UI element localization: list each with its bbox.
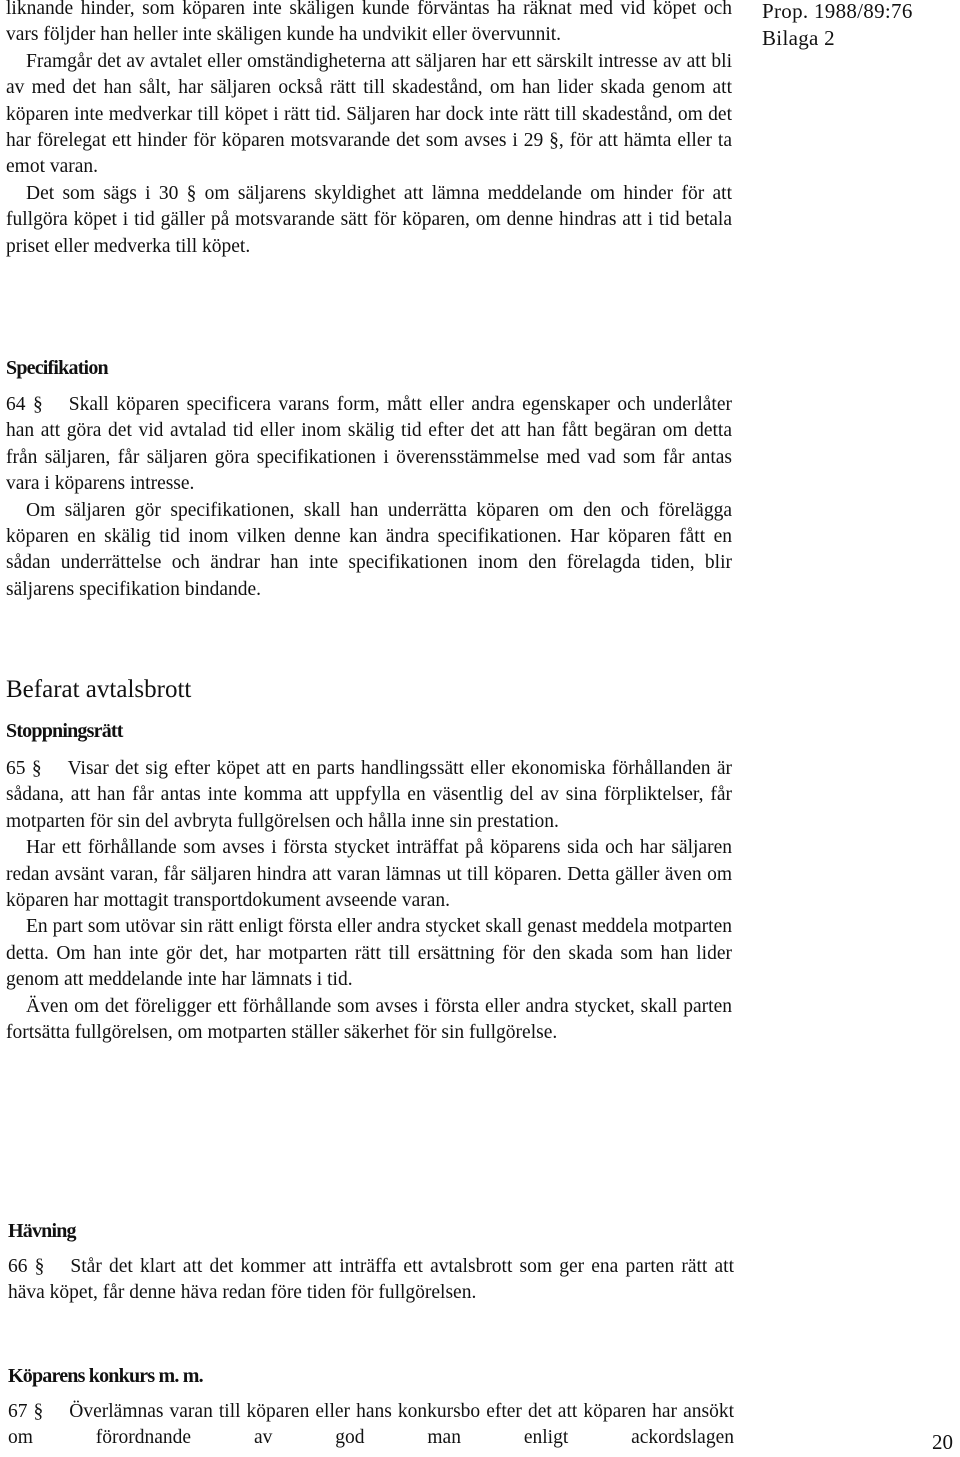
paragraph-text: Står det klart att det kommer att inträffa ett avtalsbrott som ger ena parten rätt att häva köpet, får denne häva redan före tiden för fullgörelsen. — [8, 1256, 734, 1304]
top-text-block — [6, 0, 732, 260]
section-havning — [8, 1220, 734, 1307]
paragraph-text: Visar det sig efter köpet att en parts handlingssätt eller ekonomiska förhållanden är sådana, att han får antas inte komma att uppfylla en väsentlig del av sina förpliktelser, får motparten för sin del avbryta fullgörelsen och hålla inne sin prestation. — [6, 758, 733, 832]
paragraph — [8, 1399, 734, 1452]
paragraph: liknande hinder, som köparen inte skäligen kunde förväntas ha räknat med vid köpet och vars följder han heller inte skäligen kunde ha undvikit eller övervunnit. — [6, 0, 732, 46]
paragraph: Om säljaren gör specifikationen, skall han underrätta köparen om den och förelägga köparen en skälig tid inom vilken denne kan ändra specifikationen. Har köparen fått en sådan underrättelse och ändrar han inte specifikationen inom den förelagda tiden, blir säljarens specifikation bindande. — [6, 499, 732, 600]
section-heading: Specifikation — [6, 357, 108, 379]
appendix-label: Bilaga 2 — [762, 26, 835, 50]
section-number: 66 § — [8, 1256, 45, 1277]
section-number: 67 § — [8, 1401, 44, 1422]
paragraph: Framgår det av avtalet eller omständigheterna att säljaren har ett särskilt intresse av att bli av med det han sålt, har säljaren också rätt till skadestånd, om han lider skada genom att köparen inte medverkar till köpet i rätt tid. Säljaren har dock inte rätt till skadestånd, om det har förelegat ett hinder för köparen motsvarande det som avses i 29 §, för att hämta eller ta emot varan. — [6, 50, 732, 178]
paragraph — [6, 392, 732, 498]
section-number: 64 § — [6, 394, 43, 415]
running-head — [762, 0, 913, 52]
paragraph: Även om det föreligger ett förhållande som avses i första eller andra stycket, skall parten fortsätta fullgörelsen, om motparten ställer säkerhet för sin fullgörelse. — [6, 995, 732, 1044]
paragraph-text: Skall köparen specificera varans form, mått eller andra egenskaper och underlåter han att göra det vid avtalad tid eller inom skälig tid efter det att han fått begäran om detta från säljaren, får säljaren göra specifikationen i överensstämmelse med vad som får antas vara i köparens intresse. — [6, 394, 733, 495]
page-number: 20 — [932, 1430, 953, 1454]
paragraph: Det som sägs i 30 § om säljarens skyldighet att lämna meddelande om hinder för att fullgöra köpet i tid gäller på motsvarande sätt för köparen, om denne hindras att i tid betala priset eller medverka till köpet. — [6, 182, 732, 257]
paragraph: En part som utövar sin rätt enligt första eller andra stycket skall genast meddela motparten detta. Om han inte gör det, har motparten rätt till ersättning för den skada som han lider genom att meddelande inte har lämnats i tid. — [6, 916, 732, 991]
section-specifikation — [6, 357, 732, 603]
chapter-heading: Befarat avtalsbrott — [6, 676, 192, 703]
section-number: 65 § — [6, 758, 42, 779]
section-heading: Köparens konkurs m. m. — [8, 1365, 203, 1387]
paragraph — [6, 756, 732, 835]
section-heading: Stoppningsrätt — [6, 720, 123, 742]
paragraph-text: Överlämnas varan till köparen eller hans konkursbo efter det att köparen har ansökt om förordnande av god man enligt ackordslagen — [8, 1401, 734, 1449]
proposition-number: Prop. 1988/89:76 — [762, 0, 913, 23]
section-heading: Hävning — [8, 1220, 76, 1242]
section-befarat-avtalsbrott — [6, 676, 732, 1046]
section-koparens-konkurs — [8, 1365, 734, 1452]
paragraph: Har ett förhållande som avses i första stycket inträffat på köparens sida och har säljaren redan avsänt varan, får säljaren hindra att varan lämnas ut till köparen. Detta gäller även om köparen har mottagit transportdokument avseende varan. — [6, 837, 732, 912]
paragraph — [8, 1254, 734, 1307]
